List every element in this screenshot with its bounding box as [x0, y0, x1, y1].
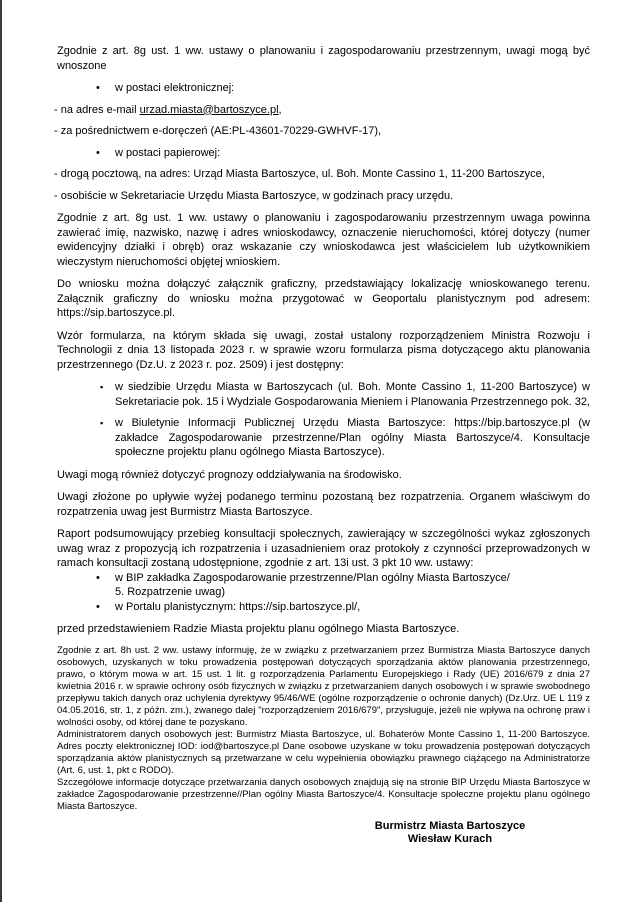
bullet-item-text: w Biuletynie Informacji Publicznej Urzędu Miasta Bartoszyce: https://bip.bartoszyce.pl (w zakładce Zagospodarowanie przestrzenne/Plan ogólny Miasta Bartoszyce/4. Konsultacje społeczne projektu planu ogólnego Miasta Bartoszyce).	[115, 417, 590, 458]
square-bullet-item-bip	[57, 416, 590, 460]
paragraph-report-summary: Raport podsumowujący przebieg konsultacji społecznych, zawierający w szczególności wykaz zgłoszonych uwag wraz z propozycją ich rozpatrzenia i uzasadnieniem oraz protokoły z czynności przeprowadzonych w ramach konsultacji zostaną udostępnione, zgodnie z art. 13i ust. 3 pkt 10 ww. ustawy:	[57, 528, 590, 569]
bullet-item-text: w Portalu planistycznym: https://sip.bartoszyce.pl/,	[115, 600, 361, 613]
paragraph-environment-note: Uwagi mogą również dotyczyć prognozy oddziaływania na środowisko.	[57, 468, 402, 481]
bullet-round-icon: •	[96, 82, 100, 94]
dash-email-prefix: - na adres e-mail	[54, 103, 140, 116]
dash-item-edelivery: - za pośrednictwem e-doręczeń (AE:PL-43601-70229-GWHVF-17),	[54, 125, 382, 137]
signature-title: Burmistrz Miasta Bartoszyce	[374, 819, 526, 832]
bullet-round-icon: •	[96, 571, 100, 584]
paragraph-required-content: Zgodnie z art. 8g ust. 1 ww. ustawy o planowaniu i zagospodarowaniu przestrzennym uwaga powinna zawierać imię, nazwisko, nazwę i adres wnioskodawcy, oznaczenie nieruchomości, której dotyczy (numer ewidencyjny działki i obręb) oraz wskazanie czy wnioskodawca jest właścicielem lub użytkownikiem wieczystym nieruchomości objętej wnioskiem.	[57, 212, 590, 268]
bullet-item-electronic	[57, 81, 590, 96]
bullet-line-consideration: 5. Rozpatrzenie uwag)	[115, 586, 226, 598]
document-body	[54, 44, 590, 847]
bullet-square-icon: ▪	[100, 418, 104, 428]
paragraph-before-council: przed przedstawieniem Radzie Miasta projektu planu ogólnego Miasta Bartoszyce.	[57, 623, 460, 635]
bullet-round-icon: •	[96, 146, 100, 159]
bullet-round-icon: •	[96, 600, 100, 613]
rodo-disclaimer-block	[57, 645, 590, 813]
page-edge-line	[0, 0, 2, 902]
bullet-item-paper	[57, 146, 590, 161]
dash-item-inperson: - osobiście w Sekretariacie Urzędu Miasta Bartoszyce, w godzinach pracy urzędu.	[54, 189, 454, 202]
bullet-item-bip-report	[57, 571, 590, 600]
bullet-square-icon: ▪	[100, 382, 104, 392]
dash-email-suffix: ,	[278, 103, 282, 116]
bullet-item-text: w siedzibie Urzędu Miasta w Bartoszycach (ul. Boh. Monte Cassino 1, 11-200 Bartoszyce) w Sekretariacie pok. 15 i Wydziale Gospodarowania Mieniem i Planowania Przestrzennego pok. 32,	[115, 381, 590, 408]
rodo-paragraph-legal: Zgodnie z art. 8h ust. 2 ww. ustawy informuję, że w związku z przetwarzaniem przez Burmistrza Miasta Bartoszyce danych osobowych, uzyskanych w toku prowadzenia postępowań dotyczących sporządzania aktów planowania przestrzennego, prawo, o którym mowa w art. 15 ust. 1 lit. g rozporządzenia Parlamentu Europejskiego i Rady (UE) 2016/679 z dnia 27 kwietnia 2016 r. w sprawie ochrony osób fizycznych w związku z przetwarzaniem danych osobowych i w sprawie swobodnego przepływu takich danych oraz uchylenia dyrektywy 95/46/WE (ogólne rozporządzenie o ochronie danych) (Dz.Urz. UE L 119 z 04.05.2016, str. 1, z późn. zm.), zwanego dalej "rozporządzeniem 2016/679", przysługuje, jeżeli nie wpływa na ochronę praw i wolności osoby, od której dane te pozyskano.	[57, 644, 590, 728]
bullet-line-bip: w BIP zakładka Zagospodarowanie przestrzenne/Plan ogólny Miasta Bartoszyce/	[115, 571, 510, 584]
bullet-item-label: w postaci elektronicznej:	[115, 82, 235, 94]
signature-name: Wiesław Kurach	[407, 833, 493, 845]
signature-block	[360, 820, 540, 847]
bullet-item-planning-portal	[57, 600, 590, 615]
square-bullet-item-office	[57, 380, 590, 409]
dash-item-postal: - drogą pocztową, na adres: Urząd Miasta Bartoszyce, ul. Boh. Monte Cassino 1, 11-200 Bartoszyce,	[54, 168, 545, 180]
paragraph-attachment-info: Do wniosku można dołączyć załącznik graficzny, przedstawiający lokalizację wnioskowanego terenu. Załącznik graficzny do wniosku można przygotować w Geoportalu planistycznym pod adresem: https://sip.bartoszyce.pl.	[57, 278, 590, 319]
paragraph-form-template: Wzór formularza, na którym składa się uwagi, został ustalony rozporządzeniem Ministra Rozwoju i Technologii z dnia 13 listopada 2023 r. w sprawie wzoru formularza pisma dotyczącego aktu planowania przestrzennego (Dz.U. z 2023 r. poz. 2509) i jest dostępny:	[57, 329, 590, 371]
rodo-paragraph-details: Szczegółowe informacje dotyczące przetwarzania danych osobowych znajdują się na stronie BIP Urzędu Miasta Bartoszyce w zakładce Zagospodarowanie przestrzenne//Plan ogólny Miasta Bartoszyce/4. Konsultacje społeczne projektu planu ogólnego Miasta Bartoszyce.	[57, 776, 590, 812]
bullet-item-label: w postaci papierowej:	[115, 146, 221, 159]
paragraph-deadline-note: Uwagi złożone po upływie wyżej podanego terminu pozostaną bez rozpatrzenia. Organem właściwym do rozpatrzenia uwag jest Burmistrz Miasta Bartoszyce.	[57, 491, 590, 518]
email-link[interactable]: urzad.miasta@bartoszyce.pl	[139, 103, 279, 116]
paragraph-submission-basis: Zgodnie z art. 8g ust. 1 ww. ustawy o planowaniu i zagospodarowaniu przestrzennym, uwagi mogą być wnoszone	[57, 45, 590, 72]
dash-item-email	[54, 103, 590, 118]
rodo-paragraph-administrator: Administratorem danych osobowych jest: Burmistrz Miasta Bartoszyce, ul. Bohaterów Monte Cassino 1, 11-200 Bartoszyce. Adres poczty elektronicznej IOD: iod@bartoszyce.pl Dane osobowe uzyskane w toku prowadzenia postępowań dotyczących sporządzania aktów planistycznych są przetwarzane w celu wypełnienia obowiązku prawnego ciążącego na Administratorze (Art. 6, ust. 1, pkt c RODO).	[57, 728, 590, 776]
